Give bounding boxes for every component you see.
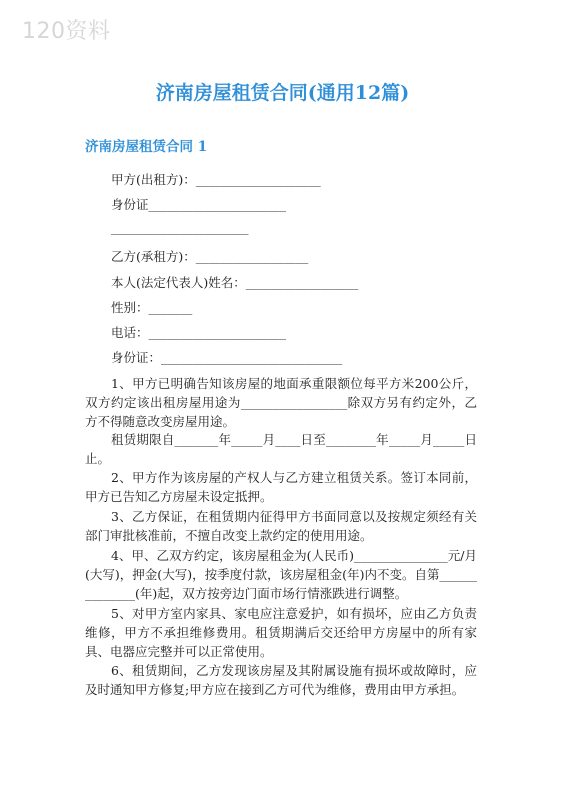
id-card-field: 身份证：_____________________________ <box>111 350 343 365</box>
lessor-field: 甲方(出租方)：____________________ <box>111 172 321 187</box>
gender-field: 性别：_______ <box>111 300 193 315</box>
clause-6: 6、租赁期间，乙方发现该房屋及其附属设施有损坏或故障时，应及时通知甲方修复;甲方应在接到乙方可代为维修，费用由甲方承担。 <box>85 663 477 697</box>
document-title: 济南房屋租赁合同(通用12篇) <box>155 82 410 104</box>
lessor-id-field: 身份证______________________ <box>111 197 287 212</box>
clause-5: 5、对甲方室内家具、家电应注意爱护，如有损坏，应由乙方负责维修，甲方不承担维修费用。租赁期满后交还给甲方房屋中的所有家具、电器应完整并可以正常使用。 <box>85 606 477 659</box>
section-title: 济南房屋租赁合同 1 <box>85 139 208 155</box>
clause-1: 1、甲方已明确告知该房屋的地面承重限额位每平方米200公斤，双方约定该出租房屋用途为_________________除双方另有约定外，乙方不得随意改变房屋用途。 <box>85 376 477 429</box>
legal-representative-field: 本人(法定代表人)姓名：__________________ <box>111 275 359 290</box>
lessee-field: 乙方(承租方)：__________________ <box>111 249 309 264</box>
watermark-logo: 120资料 <box>22 19 111 44</box>
clause-4: 4、甲、乙双方约定，该房屋租金为(人民币)_______________元/月(大写)，押金(大写)，按季度付款，该房屋租金(年)内不变。自第______________(年)起，双方按旁边门面市场行情涨跌进行调整。 <box>85 548 477 601</box>
blank-line-field: ______________________ <box>111 220 249 235</box>
lease-term: 租赁期限自_______年_____月____日至________年_____月_____日止。 <box>85 432 477 466</box>
clause-2: 2、甲方作为该房屋的产权人与乙方建立租赁关系。签订本同前，甲方已告知乙方房屋未设定抵押。 <box>85 470 477 504</box>
clause-3: 3、乙方保证，在租赁期内征得甲方书面同意以及按规定须经有关部门审批核准前，不擅自改变上款约定的使用用途。 <box>85 509 477 543</box>
phone-field: 电话：______________________ <box>111 325 287 340</box>
